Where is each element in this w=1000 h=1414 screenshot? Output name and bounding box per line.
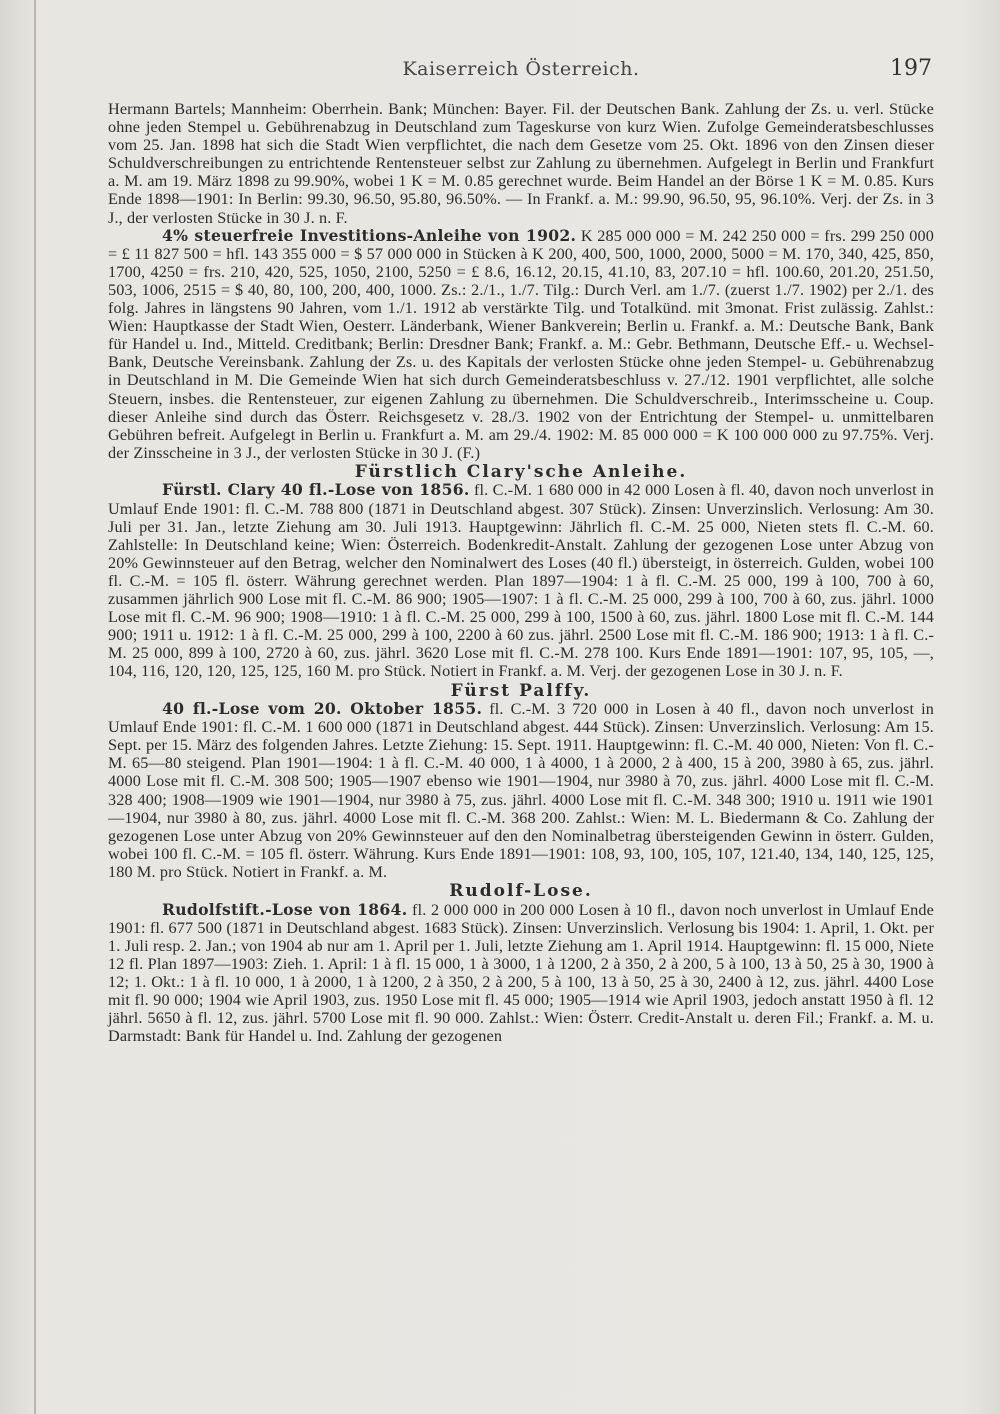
section-heading-palffy: Fürst Palffy. (450, 680, 592, 701)
paragraph-lead: 40 fl.-Lose vom 20. Oktober 1855. (162, 699, 483, 719)
paragraph-text: fl. 2 000 000 in 200 000 Losen à 10 fl., davon noch unverlost in Umlauf Ende 1901: fl. 677 500 (1871 in Deutschland abgest. 1683 Stück). Zinsen: Unverzinslich. Verlosung bis 1904: 1. April, 1. Okt. per 1. Juli resp. 2. Jan.; von 1904 ab nur am 1. April per 1. Juli, letzte Ziehung am 1. April 1914. Hauptgewinn: fl. 15 000, Niete 12 fl. Plan 1897—1903: Zieh. 1. April: 1 à fl. 15 000, 1 à 3000, 1 à 1200, 2 à 350, 2 à 200, 5 à 100, 13 à 50, 25 à 30, 1900 à 12; 1. Okt.: 1 à fl. 10 000, 1 à 2000, 1 à 1200, 2 à 350, 2 à 200, 5 à 100, 13 à 50, 25 à 30, 2400 à 12, zus. jährl. 4400 Lose mit fl. 90 000; 1904 wie April 1903, zus. 1950 Lose mit fl. 45 000; 1905—1914 wie April 1903, jedoch anstatt 1950 à fl. 12 jährl. 5650 à fl. 12, zus. jährl. 5700 Lose mit fl. 90 000. Zahlst.: Wien: Österr. Credit-Anstalt u. deren Fil.; Frankf. a. M. u. Darmstadt: Bank für Handel u. Ind. Zahlung der gezogenen (108, 900, 934, 1046)
paragraph-text: fl. C.-M. 3 720 000 in Losen à 40 fl., davon noch unverlost in Umlauf Ende 1901: fl. C.-M. 1 600 000 (1871 in Deutschland abgest. 444 Stück). Zinsen: Unverzinslich. Verlosung: Am 15. Sept. per 15. März des folgenden Jahres. Letzte Ziehung: 15. Sept. 1911. Hauptgewinn: fl. C.-M. 40 000, Nieten: Von fl. C.-M. 65—80 steigend. Plan 1901—1904: 1 à fl. C.-M. 40 000, 1 à 4000, 1 à 2000, 2 à 400, 15 à 200, 3980 à 65, zus. jährl. 4000 Lose mit fl. C.-M. 308 500; 1905—1907 ebenso wie 1901—1904, nur 3980 à 70, zus. jährl. 4000 Lose mit fl. C.-M. 328 400; 1908—1909 wie 1901—1904, nur 3980 à 75, zus. jährl. 4000 Lose mit fl. C.-M. 348 300; 1910 u. 1911 wie 1901—1904, nur 3980 à 80, zus. jährl. 4000 Lose mit fl. C.-M. 368 200. Zahlst.: Wien: M. L. Biedermann & Co. Zahlung der gezogenen Lose unter Abzug von 20% Gewinnsteuer auf den den Nominalbetrag übersteigenden Gewinn in österr. Gulden, wobei 100 fl. C.-M. = 105 fl. österr. Währung. Kurs Ende 1891—1901: 108, 93, 100, 105, 107, 121.40, 134, 140, 125, 125, 180 M. pro Stück. Notiert in Frankf. a. M. (108, 700, 934, 881)
paragraph-continuation (108, 100, 934, 227)
running-header (108, 58, 934, 84)
paragraph-clary-lose (108, 481, 934, 680)
paragraph-lead: Rudolfstift.-Lose von 1864. (162, 899, 408, 919)
section-heading-clary: Fürstlich Clary'sche Anleihe. (354, 461, 688, 482)
document-body (108, 100, 934, 1045)
paragraph-text: K 285 000 000 = M. 242 250 000 = frs. 299 250 000 = £ 11 827 500 = hfl. 143 355 000 = $ 57 000 000 in Stücken à K 200, 400, 500, 1000, 2000, 5000 = M. 170, 340, 425, 850, 1700, 4250 = frs. 210, 420, 525, 1050, 2100, 5250 = £ 8.6, 16.12, 20.15, 41.10, 83, 207.10 = hfl. 100.60, 201.20, 251.50, 503, 1006, 2515 = $ 40, 80, 100, 200, 400, 1000. Zs.: 2./1., 1./7. Tilg.: Durch Verl. am 1./7. (zuerst 1./7. 1902) per 2./1. des folg. Jahres in längstens 90 Jahren, vom 1./1. 1912 ab verstärkte Tilg. und Totalkünd. mit 3monat. Frist zulässig. Zahlst.: Wien: Hauptkasse der Stadt Wien, Oesterr. Länderbank, Wiener Bankverein; Berlin u. Frankf. a. M.: Deutsche Bank, Bank für Handel u. Ind., Mitteld. Creditbank; Berlin: Dresdner Bank; Frankf. a. M.: Gebr. Bethmann, Deutsche Eff.- u. Wechsel-Bank, Deutsche Vereinsbank. Zahlung der Zs. u. des Kapitals der verlosten Stücke ohne jeden Stempel- u. Gebührenabzug in Deutschland in M. Die Gemeinde Wien hat sich durch Gemeinderatsbeschluss v. 27./12. 1901 verpflichtet, alle solche Steuern, insbes. die Rentensteuer, zur eigenen Zahlung zu übernehmen. Die Schuldverschreib., Interimsscheine u. Coup. dieser Anleihe sind durch das Österr. Reichsgesetz v. 28./3. 1902 von der Entrichtung der Stempel- u. unmittelbaren Gebühren befreit. Aufgelegt in Berlin u. Frankfurt a. M. am 29./4. 1902: M. 85 000 000 = K 100 000 000 zu 97.75%. Verj. der Zinsscheine in 3 J., der verlosten Stücke in 30 J. (F.) (108, 226, 934, 462)
page-binding-edge (34, 0, 36, 1414)
paragraph-palffy-lose (108, 700, 934, 881)
paragraph-lead: Fürstl. Clary 40 fl.-Lose von 1856. (162, 480, 470, 500)
paragraph-text: Hermann Bartels; Mannheim: Oberrhein. Bank; München: Bayer. Fil. der Deutschen Bank. Zahlung der Zs. u. verl. Stücke ohne jeden Stempel u. Gebührenabzug in Deutschland zum Tageskurse von kurz Wien. Zufolge Gemeinderatsbeschlusses vom 25. Jan. 1898 hat sich die Stadt Wien verpflichtet, die nach dem Gesetze vom 25. Okt. 1896 von den Zinsen dieser Schuldverschreibungen zu entrichtende Rentensteuer selbst zur Zahlung zu übernehmen. Aufgelegt in Berlin und Frankfurt a. M. am 19. März 1898 zu 99.90%, wobei 1 K = M. 0.85 gerechnet wurde. Beim Handel an der Börse 1 K = M. 0.85. Kurs Ende 1898—1901: In Berlin: 99.30, 96.50, 95.80, 96.50%. — In Frankf. a. M.: 99.90, 96.50, 95, 96.10%. Verj. der Zs. in 3 J., der verlosten Stücke in 30 J. n. F. (108, 100, 934, 227)
paragraph-investitions-anleihe (108, 227, 934, 462)
page-number: 197 (890, 56, 932, 81)
paragraph-rudolf-lose (108, 901, 934, 1046)
running-header-title: Kaiserreich Österreich. (402, 58, 640, 80)
paragraph-text: fl. C.-M. 1 680 000 in 42 000 Losen à fl. 40, davon noch unverlost in Umlauf Ende 1901: fl. C.-M. 788 800 (1871 in Deutschland abgest. 307 Stück). Zinsen: Unverzinslich. Verlosung: Am 30. Juli per 31. Jan., letzte Ziehung am 30. Juli 1913. Hauptgewinn: Jährlich fl. C.-M. 25 000, Nieten stets fl. C.-M. 60. Zahlstelle: In Deutschland keine; Wien: Österreich. Bodenkredit-Anstalt. Zahlung der gezogenen Lose unter Abzug von 20% Gewinnsteuer auf den Betrag, welcher den Nominalwert des Loses (40 fl.) übersteigt, in österreich. Gulden, wobei 100 fl. C.-M. = 105 fl. österr. Währung gerechnet werden. Plan 1897—1904: 1 à fl. C.-M. 25 000, 199 à 100, 700 à 60, zusammen jährlich 900 Lose mit fl. C.-M. 86 900; 1905—1907: 1 à fl. C.-M. 25 000, 299 à 100, 700 à 60, zus. jährl. 1000 Lose mit fl. C.-M. 96 900; 1908—1910: 1 à fl. C.-M. 25 000, 299 à 100, 1500 à 60, zus. jährl. 1800 Lose mit fl. C.-M. 144 900; 1911 u. 1912: 1 à fl. C.-M. 25 000, 299 à 100, 2200 à 60 zus. jährl. 2500 Lose mit fl. C.-M. 186 900; 1913: 1 à fl. C.-M. 25 000, 899 à 100, 2720 à 60, zus. jährl. 3620 Lose mit fl. C.-M. 278 100. Kurs Ende 1891—1901: 107, 95, 105, —, 104, 116, 120, 120, 125, 125, 160 M. pro Stück. Notiert in Frankf. a. M. Verj. der gezogenen Lose in 30 J. n. F. (108, 481, 934, 681)
paragraph-lead: 4% steuerfreie Investitions-Anleihe von 1902. (162, 225, 577, 245)
section-heading-rudolf: Rudolf-Lose. (449, 881, 593, 902)
